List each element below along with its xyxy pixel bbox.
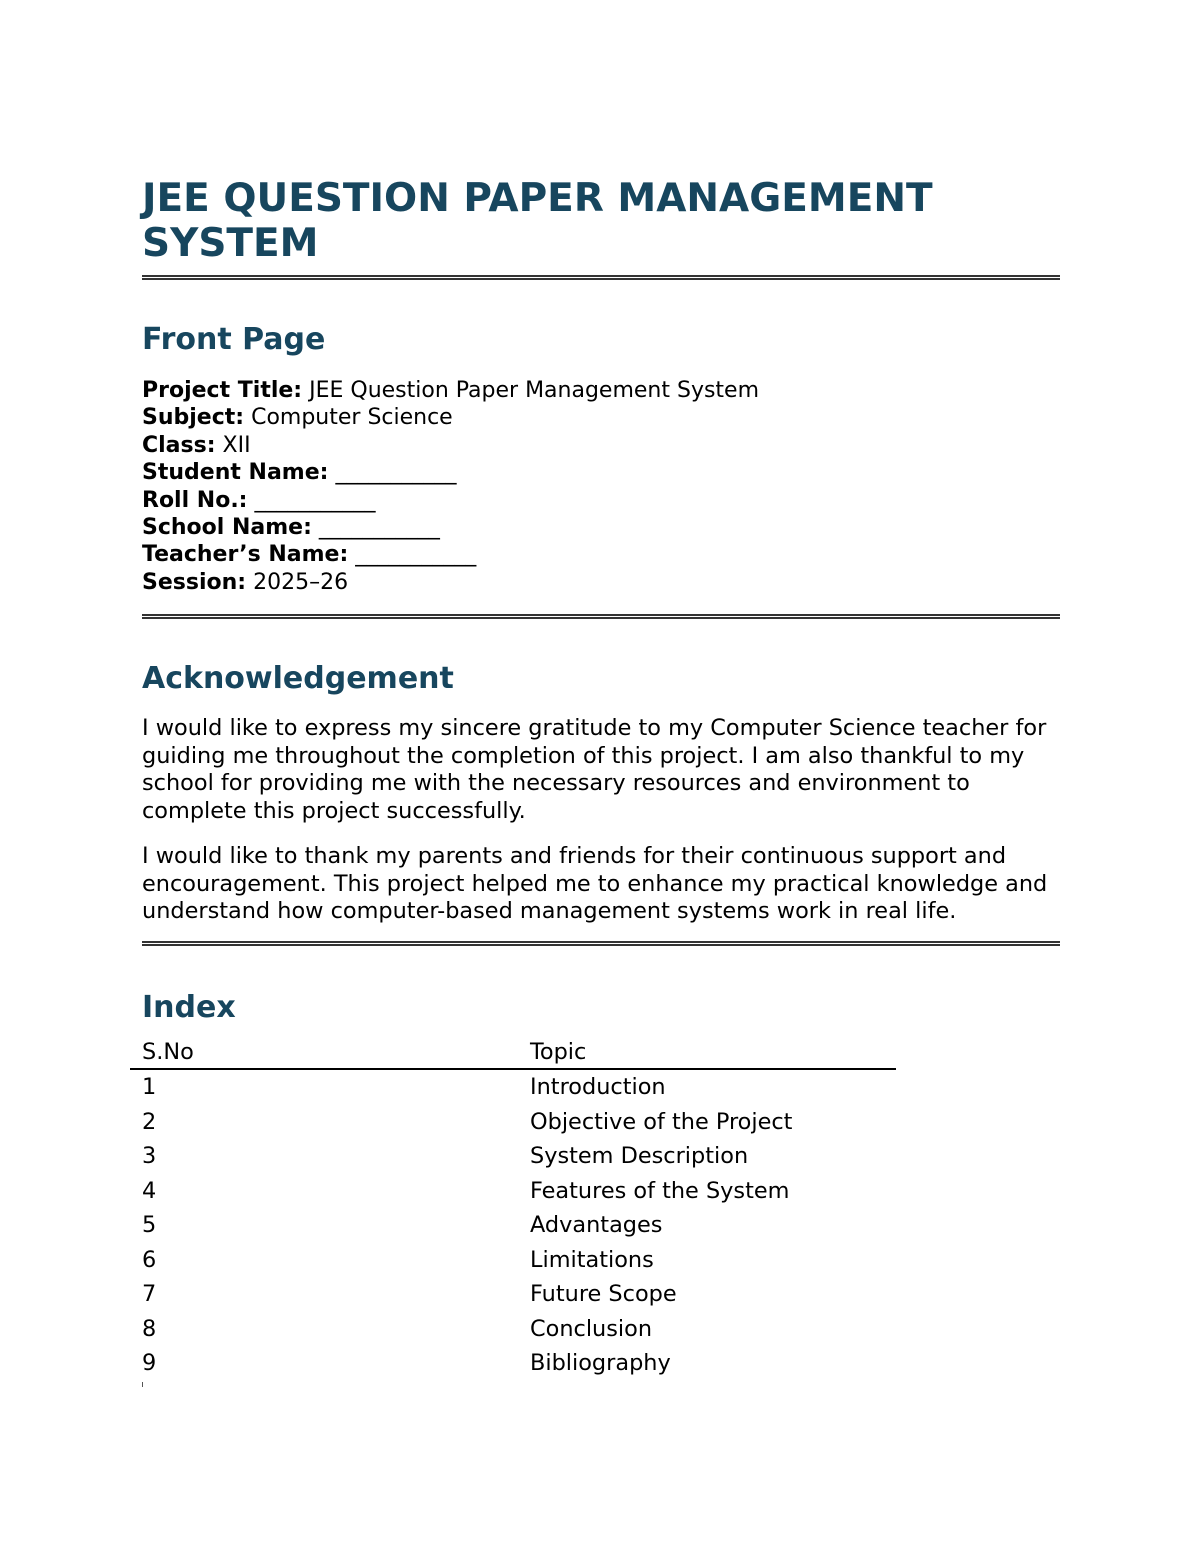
row-topic: Objective of the Project [530, 1108, 793, 1135]
row-number: 3 [142, 1143, 157, 1170]
acknowledgement-paragraph-2: I would like to thank my parents and friends for their continuous support and encouragement. This project helped me to enhance my practical knowledge and understand how computer-based management systems work in real life. [142, 843, 1048, 924]
field-value: ___________ [355, 542, 477, 568]
field-teacher-name [142, 541, 1060, 568]
acknowledgement-heading: Acknowledgement [142, 661, 454, 696]
field-label: Roll No.: [142, 487, 248, 513]
field-value: JEE Question Paper Management System [309, 378, 760, 403]
acknowledgement-paragraph-1: I would like to express my sincere gratitude to my Computer Science teacher for guiding me throughout the completion of this project. I am also thankful to my school for providing me with the necessary resources and environment to complete this project successfully. [142, 715, 1047, 824]
table-row [130, 1105, 896, 1140]
section-divider [142, 614, 1060, 619]
field-value: XII [222, 432, 251, 458]
page-mark [142, 1382, 143, 1387]
row-topic: Limitations [530, 1246, 654, 1273]
field-student-name [142, 459, 1060, 486]
row-number: 4 [142, 1177, 157, 1204]
field-label: School Name: [142, 515, 312, 541]
row-topic: Introduction [530, 1074, 666, 1101]
field-label: Session: [142, 569, 247, 595]
field-value: ___________ [335, 460, 457, 486]
front-page-fields [142, 377, 1060, 596]
section-divider [142, 275, 1060, 280]
row-topic: Future Scope [530, 1281, 677, 1308]
field-label: Teacher’s Name: [142, 542, 349, 568]
index-heading: Index [142, 990, 236, 1025]
row-topic: Bibliography [530, 1350, 671, 1377]
field-value: ___________ [318, 515, 440, 541]
table-row [130, 1139, 896, 1174]
table-row [130, 1208, 896, 1243]
field-label: Project Title: [142, 378, 303, 403]
index-table [130, 1036, 896, 1381]
field-value: ___________ [254, 487, 376, 513]
index-header-row [130, 1036, 896, 1069]
field-roll-no [142, 487, 1060, 514]
table-row [130, 1069, 896, 1105]
field-session [142, 569, 1060, 596]
row-number: 7 [142, 1281, 157, 1308]
field-label: Subject: [142, 405, 245, 431]
field-value: Computer Science [251, 405, 453, 431]
field-label: Student Name: [142, 460, 329, 486]
row-topic: Advantages [530, 1212, 663, 1239]
field-class [142, 432, 1060, 459]
field-school-name [142, 514, 1060, 541]
row-number: 5 [142, 1212, 157, 1239]
row-number: 6 [142, 1246, 157, 1273]
field-project-title [142, 377, 1060, 404]
row-number: 8 [142, 1315, 157, 1342]
row-number: 1 [142, 1074, 157, 1101]
row-topic: Features of the System [530, 1177, 790, 1204]
table-row [130, 1312, 896, 1347]
table-row [130, 1346, 896, 1381]
row-topic: System Description [530, 1143, 749, 1170]
field-value: 2025–26 [253, 569, 349, 595]
table-row [130, 1243, 896, 1278]
table-row [130, 1174, 896, 1209]
document-title: JEE QUESTION PAPER MANAGEMENT SYSTEM [142, 176, 933, 266]
field-subject [142, 404, 1060, 431]
field-label: Class: [142, 432, 216, 458]
row-topic: Conclusion [530, 1315, 653, 1342]
table-row [130, 1277, 896, 1312]
section-divider [142, 941, 1060, 946]
front-page-heading: Front Page [142, 322, 326, 357]
row-number: 9 [142, 1350, 157, 1377]
row-number: 2 [142, 1108, 157, 1135]
column-header-sno: S.No [130, 1036, 518, 1069]
column-header-topic: Topic [518, 1036, 896, 1069]
